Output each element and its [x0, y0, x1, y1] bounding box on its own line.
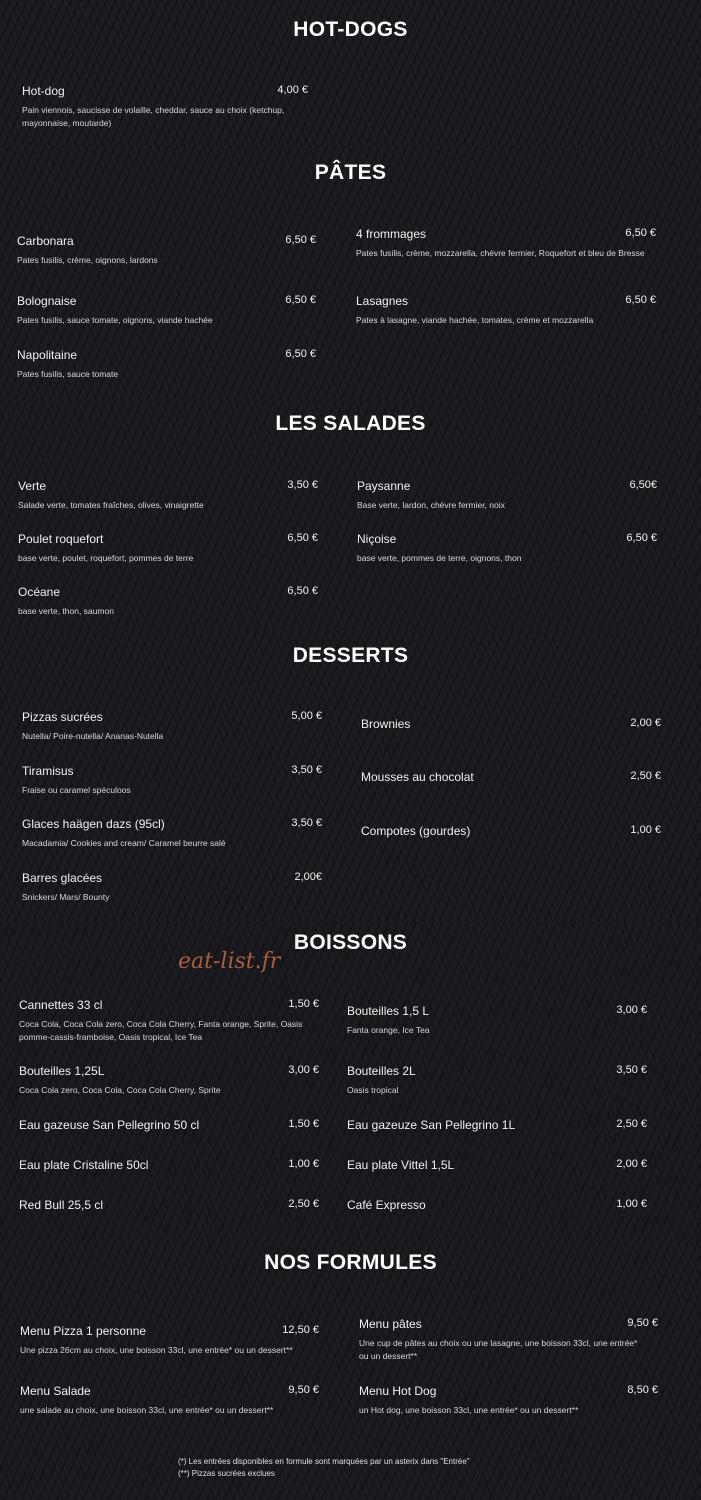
item-name-menu-pates: Menu pâtes — [359, 1317, 422, 1331]
desserts-panel — [0, 630, 701, 922]
item-name-menu-hot-dog: Menu Hot Dog — [359, 1384, 437, 1398]
item-desc-oceane: base verte, thon, saumon — [18, 606, 114, 616]
item-name-bouteilles-125: Bouteilles 1,25L — [19, 1064, 105, 1078]
item-desc-bouteilles-2l: Oasis tropical — [347, 1085, 399, 1095]
item-name-paysanne: Paysanne — [357, 479, 411, 493]
item-desc-menu-salade: une salade au choix, une boisson 33cl, une entrée* ou un dessert** — [20, 1405, 274, 1415]
item-name-4-frommages: 4 frommages — [356, 227, 427, 241]
item-desc-nicoise: base verte, pommes de terre, oignons, thon — [357, 553, 522, 563]
item-name-san-pellegrino-50: Eau gazeuse San Pellegrino 50 cl — [19, 1118, 200, 1132]
item-desc-lasagnes: Pates à lasagne, viande hachée, tomates, crème et mozzarella — [356, 315, 594, 325]
item-name-verte: Verte — [18, 479, 47, 493]
item-name-cafe-expresso: Café Expresso — [347, 1198, 426, 1212]
item-name-bouteilles-15: Bouteilles 1,5 L — [347, 1004, 430, 1018]
item-price-cafe-expresso: 1,00 € — [616, 1198, 647, 1210]
item-price-red-bull: 2,50 € — [288, 1198, 319, 1210]
item-name-poulet-roquefort: Poulet roquefort — [18, 532, 104, 546]
item-name-carbonara: Carbonara — [17, 234, 74, 248]
item-price-poulet-roquefort: 6,50 € — [287, 532, 318, 544]
item-name-hotdog: Hot-dog — [22, 84, 65, 98]
item-desc-bouteilles-15: Fanta orange, Ice Tea — [347, 1025, 430, 1035]
item-name-san-pellegrino-1l: Eau gazeuze San Pellegrino 1L — [347, 1118, 516, 1132]
item-name-bouteilles-2l: Bouteilles 2L — [347, 1064, 416, 1078]
item-name-oceane: Océane — [18, 585, 61, 599]
item-price-bouteilles-125: 3,00 € — [288, 1064, 319, 1076]
boissons-panel — [0, 922, 701, 1240]
item-desc-verte: Salade verte, tomates fraîches, olives, vinaigrette — [18, 500, 204, 510]
item-price-nicoise: 6,50 € — [626, 532, 657, 544]
item-name-cannettes: Cannettes 33 cl — [19, 998, 103, 1012]
item-name-cristaline: Eau plate Cristaline 50cl — [19, 1158, 149, 1172]
item-desc-bolognaise: Pates fusilis, sauce tomate, oignons, viande hachée — [17, 315, 213, 325]
item-price-mousses: 2,50 € — [630, 770, 661, 782]
item-price-glaces: 3,50 € — [291, 817, 322, 829]
footnote-pizzas-sucrees: (**) Pizzas sucrées exclues — [178, 1469, 275, 1478]
section-title-formules: NOS FORMULES — [264, 1251, 437, 1274]
item-price-tiramisus: 3,50 € — [291, 764, 322, 776]
item-desc-hotdog: Pain viennois, saucisse de volaille, cheddar, sauce au choix (ketchup, mayonnaise, moutarde) — [22, 105, 285, 128]
item-name-tiramisus: Tiramisus — [22, 764, 74, 778]
item-price-menu-hot-dog: 8,50 € — [627, 1384, 658, 1396]
item-price-pizzas-sucrees: 5,00 € — [291, 710, 322, 722]
item-price-lasagnes: 6,50 € — [625, 294, 656, 306]
item-name-brownies: Brownies — [361, 717, 411, 731]
footnote-entrees: (*) Les entrées disponibles en formule sont marquées par un asterix dans "Entrée" — [178, 1457, 470, 1466]
item-price-vittel: 2,00 € — [616, 1158, 647, 1170]
item-desc-barres-glacees: Snickers/ Mars/ Bounty — [22, 892, 110, 902]
item-desc-bouteilles-125: Coca Cola zero, Coca Cola, Coca Cola Cherry, Sprite — [19, 1085, 221, 1095]
item-desc-cannettes: Coca Cola, Coca Cola zero, Coca Cola Cherry, Fanta orange, Sprite, Oasis pomme-cassis-framboise, Oasis tropical, Ice Tea — [19, 1019, 303, 1042]
item-price-bolognaise: 6,50 € — [285, 294, 316, 306]
item-price-barres-glacees: 2,00€ — [294, 871, 322, 883]
item-desc-menu-pates: Une cup de pâtes au choix ou une lasagne, une boisson 33cl, une entrée* ou un dessert** — [359, 1338, 638, 1361]
item-price-san-pellegrino-1l: 2,50 € — [616, 1118, 647, 1130]
item-price-oceane: 6,50 € — [287, 585, 318, 597]
item-desc-tiramisus: Fraise ou caramel spéculoos — [22, 785, 131, 795]
item-price-4-frommages: 6,50 € — [625, 227, 656, 239]
item-price-cristaline: 1,00 € — [288, 1158, 319, 1170]
item-desc-pizzas-sucrees: Nutella/ Poire-nutella/ Ananas-Nutella — [22, 731, 164, 741]
item-price-bouteilles-2l: 3,50 € — [616, 1064, 647, 1076]
item-name-menu-pizza: Menu Pizza 1 personne — [20, 1324, 147, 1338]
item-desc-menu-hot-dog: un Hot dog, une boisson 33cl, une entrée* ou un dessert** — [359, 1405, 579, 1415]
item-name-nicoise: Niçoise — [357, 532, 397, 546]
item-price-menu-salade: 9,50 € — [288, 1384, 319, 1396]
item-desc-menu-pizza: Une pizza 26cm au choix, une boisson 33cl, une entrée* ou un dessert** — [20, 1345, 293, 1355]
item-desc-4-frommages: Pates fusilis, crème, mozzarella, chèvre fermier, Roquefort et bleu de Bresse — [356, 248, 645, 258]
item-name-lasagnes: Lasagnes — [356, 294, 409, 308]
item-price-hotdog: 4,00 € — [277, 84, 308, 96]
section-title-desserts: DESSERTS — [292, 644, 409, 667]
item-desc-glaces: Macadamia/ Cookies and cream/ Caramel beurre salé — [22, 838, 226, 848]
item-name-menu-salade: Menu Salade — [20, 1384, 91, 1398]
item-price-cannettes: 1,50 € — [288, 998, 319, 1010]
section-title-salades: LES SALADES — [275, 412, 426, 435]
item-desc-poulet-roquefort: base verte, poulet, roquefort, pommes de terre — [18, 553, 194, 563]
watermark: eat-list.fr — [178, 949, 281, 974]
item-name-compotes: Compotes (gourdes) — [361, 824, 471, 838]
item-name-barres-glacees: Barres glacées — [22, 871, 103, 885]
item-desc-paysanne: Base verte, lardon, chèvre fermier, noix — [357, 500, 505, 510]
item-price-verte: 3,50 € — [287, 479, 318, 491]
item-name-mousses: Mousses au chocolat — [361, 770, 474, 784]
item-name-vittel: Eau plate Vittel 1,5L — [347, 1158, 455, 1172]
item-price-napolitaine: 6,50 € — [285, 348, 316, 360]
section-title-boissons: BOISSONS — [293, 931, 408, 954]
item-price-menu-pizza: 12,50 € — [282, 1324, 319, 1336]
item-price-san-pellegrino-50: 1,50 € — [288, 1118, 319, 1130]
item-price-bouteilles-15: 3,00 € — [616, 1004, 647, 1016]
item-name-red-bull: Red Bull 25,5 cl — [19, 1198, 104, 1212]
item-name-bolognaise: Bolognaise — [17, 294, 77, 308]
item-price-paysanne: 6,50€ — [629, 479, 657, 491]
item-name-glaces: Glaces haägen dazs (95cl) — [22, 817, 165, 831]
item-price-menu-pates: 9,50 € — [627, 1317, 658, 1329]
item-price-brownies: 2,00 € — [630, 717, 661, 729]
section-title-hotdogs: HOT-DOGS — [293, 18, 408, 41]
section-title-pates: PÂTES — [314, 161, 387, 184]
item-desc-carbonara: Pates fusilis, crème, oignons, lardons — [17, 255, 158, 265]
item-name-pizzas-sucrees: Pizzas sucrées — [22, 710, 103, 724]
item-price-carbonara: 6,50 € — [285, 234, 316, 246]
item-desc-napolitaine: Pates fusilis, sauce tomate — [17, 369, 119, 379]
item-price-compotes: 1,00 € — [630, 824, 661, 836]
item-name-napolitaine: Napolitaine — [17, 348, 78, 362]
